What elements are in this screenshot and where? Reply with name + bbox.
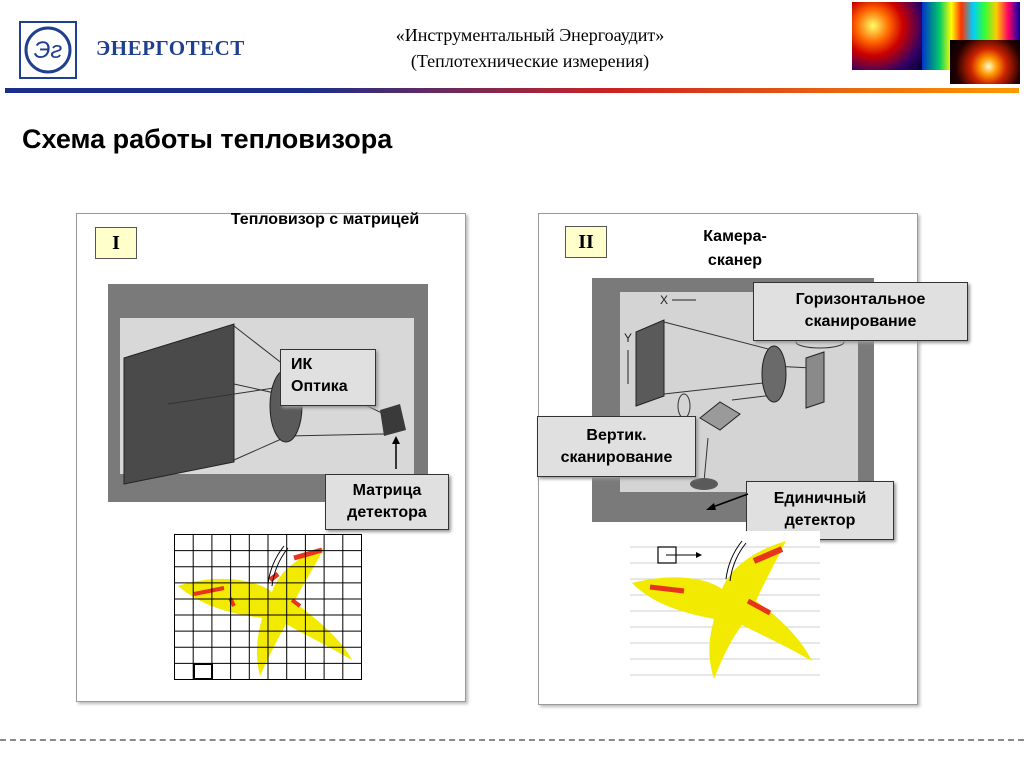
panel-2-number: II xyxy=(565,226,607,258)
thermal-thumbnail-1 xyxy=(852,2,922,70)
panel-2-title-line-1: Камера- xyxy=(703,228,767,245)
callout-horizontal-scan-line-2: сканирование xyxy=(804,313,917,330)
header-title xyxy=(300,22,760,74)
logo-icon xyxy=(21,23,75,77)
axis-x-label: X xyxy=(660,293,669,307)
logo xyxy=(19,21,77,79)
brand-name: ЭНЕРГОТЕСТ xyxy=(96,36,245,60)
detector-pointer-arrow xyxy=(700,490,750,514)
callout-ir-optics xyxy=(280,349,376,406)
butterfly-image xyxy=(178,546,352,676)
callout-ir-optics-line-2: Оптика xyxy=(291,378,348,395)
callout-single-detector-line-2: детектор xyxy=(784,512,856,529)
page-title: Схема работы тепловизора xyxy=(22,124,393,154)
header-divider xyxy=(5,88,1019,93)
header-title-line-2: (Теплотехнические измерения) xyxy=(410,51,650,71)
callout-detector-matrix-line-2: детектора xyxy=(347,504,427,521)
axis-y-label: Y xyxy=(624,331,633,345)
callout-horizontal-scan xyxy=(753,282,968,341)
detector-grid-butterfly xyxy=(174,534,362,680)
panel-2-title xyxy=(680,228,790,270)
logo-text: Эг xyxy=(33,37,63,64)
callout-horizontal-scan-line-1: Горизонтальное xyxy=(795,291,926,308)
header-title-line-1: «Инструментальный Энергоаудит» xyxy=(395,25,665,45)
panel-2-title-line-2: сканер xyxy=(707,252,763,269)
callout-vertical-scan xyxy=(537,416,696,477)
callout-vertical-scan-line-1: Вертик. xyxy=(586,427,647,444)
callout-single-detector-line-1: Единичный xyxy=(773,490,867,507)
footer-divider xyxy=(0,739,1024,741)
callout-ir-optics-line-1: ИК xyxy=(291,356,313,373)
scanline-butterfly xyxy=(630,531,820,681)
panel-1-number: I xyxy=(95,227,137,259)
callout-detector-matrix xyxy=(325,474,449,530)
matrix-imager-diagram xyxy=(108,284,428,502)
panel-1-title: Тепловизор с матрицей xyxy=(230,211,420,228)
thermal-thumbnail-3 xyxy=(950,40,1020,84)
callout-vertical-scan-line-2: сканирование xyxy=(560,449,673,466)
callout-detector-matrix-line-1: Матрица xyxy=(352,482,422,499)
